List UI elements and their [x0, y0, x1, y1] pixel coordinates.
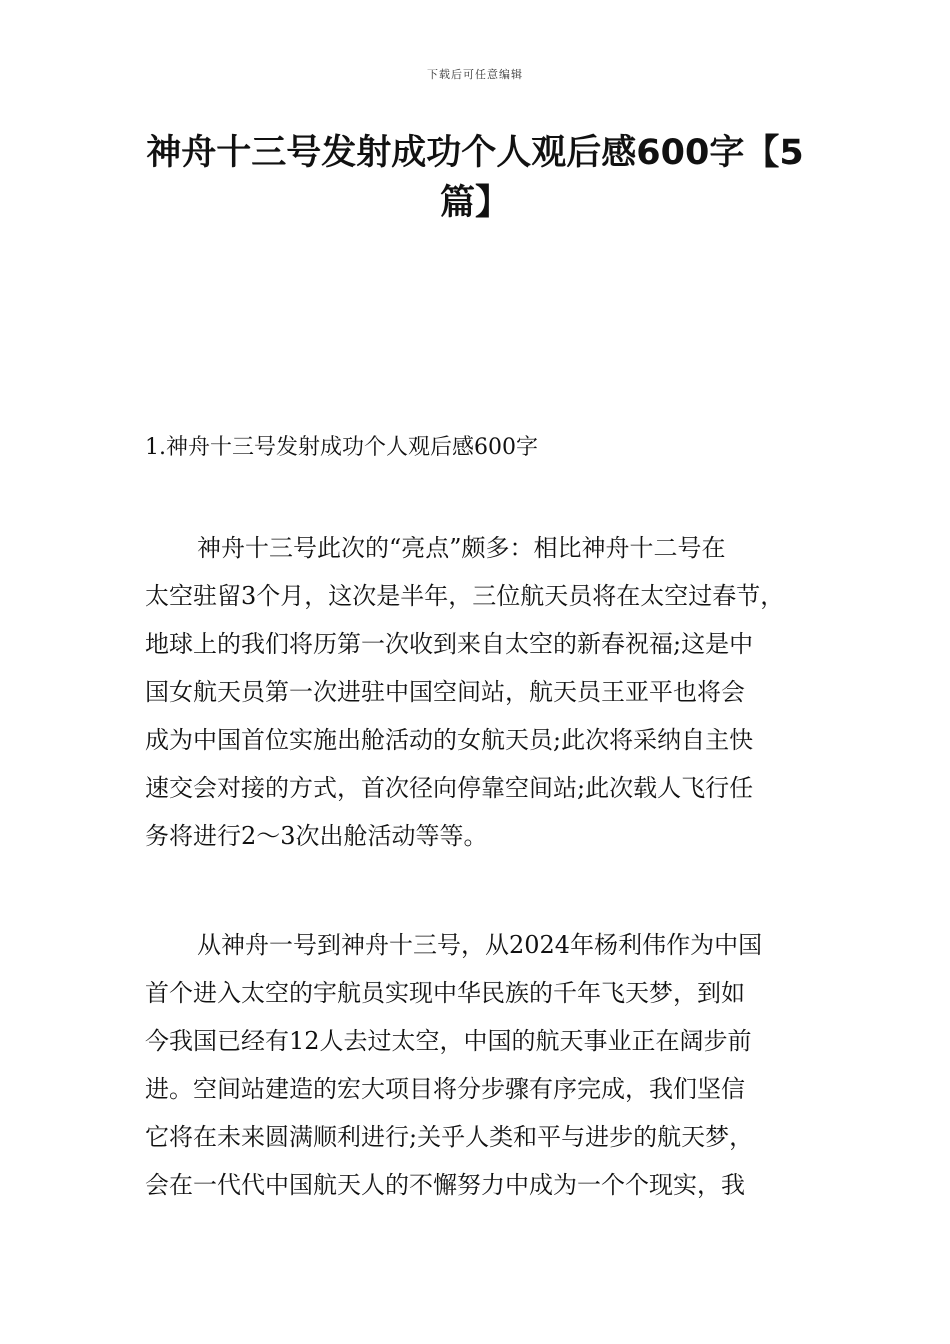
paragraph-line: 务将进行2～3次出舱活动等等。 [145, 822, 488, 850]
paragraph-line: 速交会对接的方式，首次径向停靠空间站;此次载人飞行任 [145, 774, 754, 802]
title-line-1: 神舟十三号发射成功个人观后感600字【5 [146, 133, 804, 173]
document-title [140, 128, 810, 228]
title-line-2: 篇】 [439, 183, 510, 223]
header-note: 下载后可任意编辑 [427, 68, 523, 81]
paragraph-line: 国女航天员第一次进驻中国空间站，航天员王亚平也将会 [145, 678, 745, 706]
paragraph-line: 首个进入太空的宇航员实现中华民族的千年飞天梦，到如 [145, 979, 745, 1007]
paragraph-line: 它将在未来圆满顺利进行;关乎人类和平与进步的航天梦， [145, 1123, 754, 1151]
paragraph-line: 神舟十三号此次的“亮点”颇多：相比神舟十二号在 [197, 534, 726, 562]
paragraph-line: 进。空间站建造的宏大项目将分步骤有序完成，我们坚信 [145, 1075, 745, 1103]
paragraph-line: 成为中国首位实施出舱活动的女航天员;此次将采纳自主快 [145, 726, 754, 754]
paragraph-line: 今我国已经有12人去过太空，中国的航天事业正在阔步前 [145, 1027, 752, 1055]
paragraph-line: 会在一代代中国航天人的不懈努力中成为一个个现实，我 [145, 1171, 745, 1199]
paragraph-line: 太空驻留3个月，这次是半年，三位航天员将在太空过春节， [145, 582, 785, 610]
paragraph-line: 从神舟一号到神舟十三号，从2024年杨利伟作为中国 [197, 931, 763, 959]
section-heading: 1.神舟十三号发射成功个人观后感600字 [145, 435, 538, 460]
paragraph-2 [145, 921, 825, 1209]
paragraph-line: 地球上的我们将历第一次收到来自太空的新春祝福;这是中 [145, 630, 754, 658]
paragraph-1 [145, 524, 825, 860]
